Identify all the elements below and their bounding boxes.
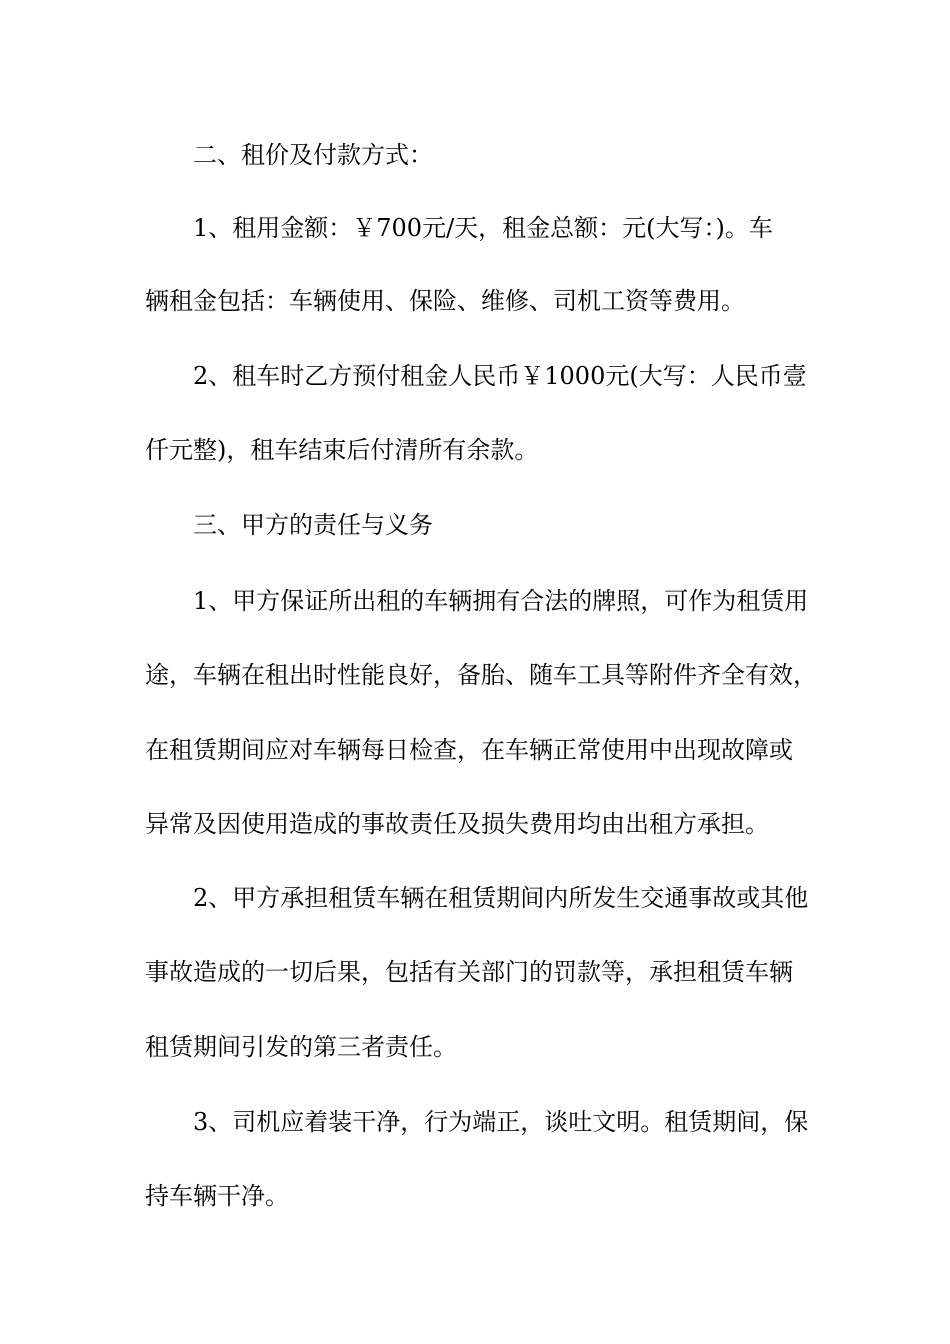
paragraph-line: 异常及因使用造成的事故责任及损失费用均由出租方承担。 — [145, 810, 769, 838]
section-heading-rent-payment: 二、租价及付款方式： — [193, 141, 433, 169]
paragraph-line: 2、租车时乙方预付租金人民币￥1000元(大写：人民币壹 — [193, 362, 807, 390]
paragraph-line: 1、租用金额：￥700元/天，租金总额：元(大写：)。车 — [193, 214, 773, 242]
paragraph-line: 2、甲方承担租赁车辆在租赁期间内所发生交通事故或其他 — [193, 884, 809, 912]
paragraph-line: 途，车辆在租出时性能良好，备胎、随车工具等附件齐全有效， — [145, 661, 817, 689]
paragraph-line: 3、司机应着装干净，行为端正，谈吐文明。租赁期间，保 — [193, 1108, 809, 1136]
paragraph-line: 租赁期间引发的第三者责任。 — [145, 1033, 457, 1061]
paragraph-line: 在租赁期间应对车辆每日检查，在车辆正常使用中出现故障或 — [145, 736, 793, 764]
section-heading-party-a-duties: 三、甲方的责任与义务 — [193, 511, 433, 539]
paragraph-line: 事故造成的一切后果，包括有关部门的罚款等，承担租赁车辆 — [145, 958, 793, 986]
paragraph-line: 辆租金包括：车辆使用、保险、维修、司机工资等费用。 — [145, 287, 745, 315]
paragraph-line: 仟元整)，租车结束后付清所有余款。 — [145, 436, 539, 464]
paragraph-line: 持车辆干净。 — [145, 1182, 289, 1210]
paragraph-line: 1、甲方保证所出租的车辆拥有合法的牌照，可作为租赁用 — [193, 587, 809, 615]
